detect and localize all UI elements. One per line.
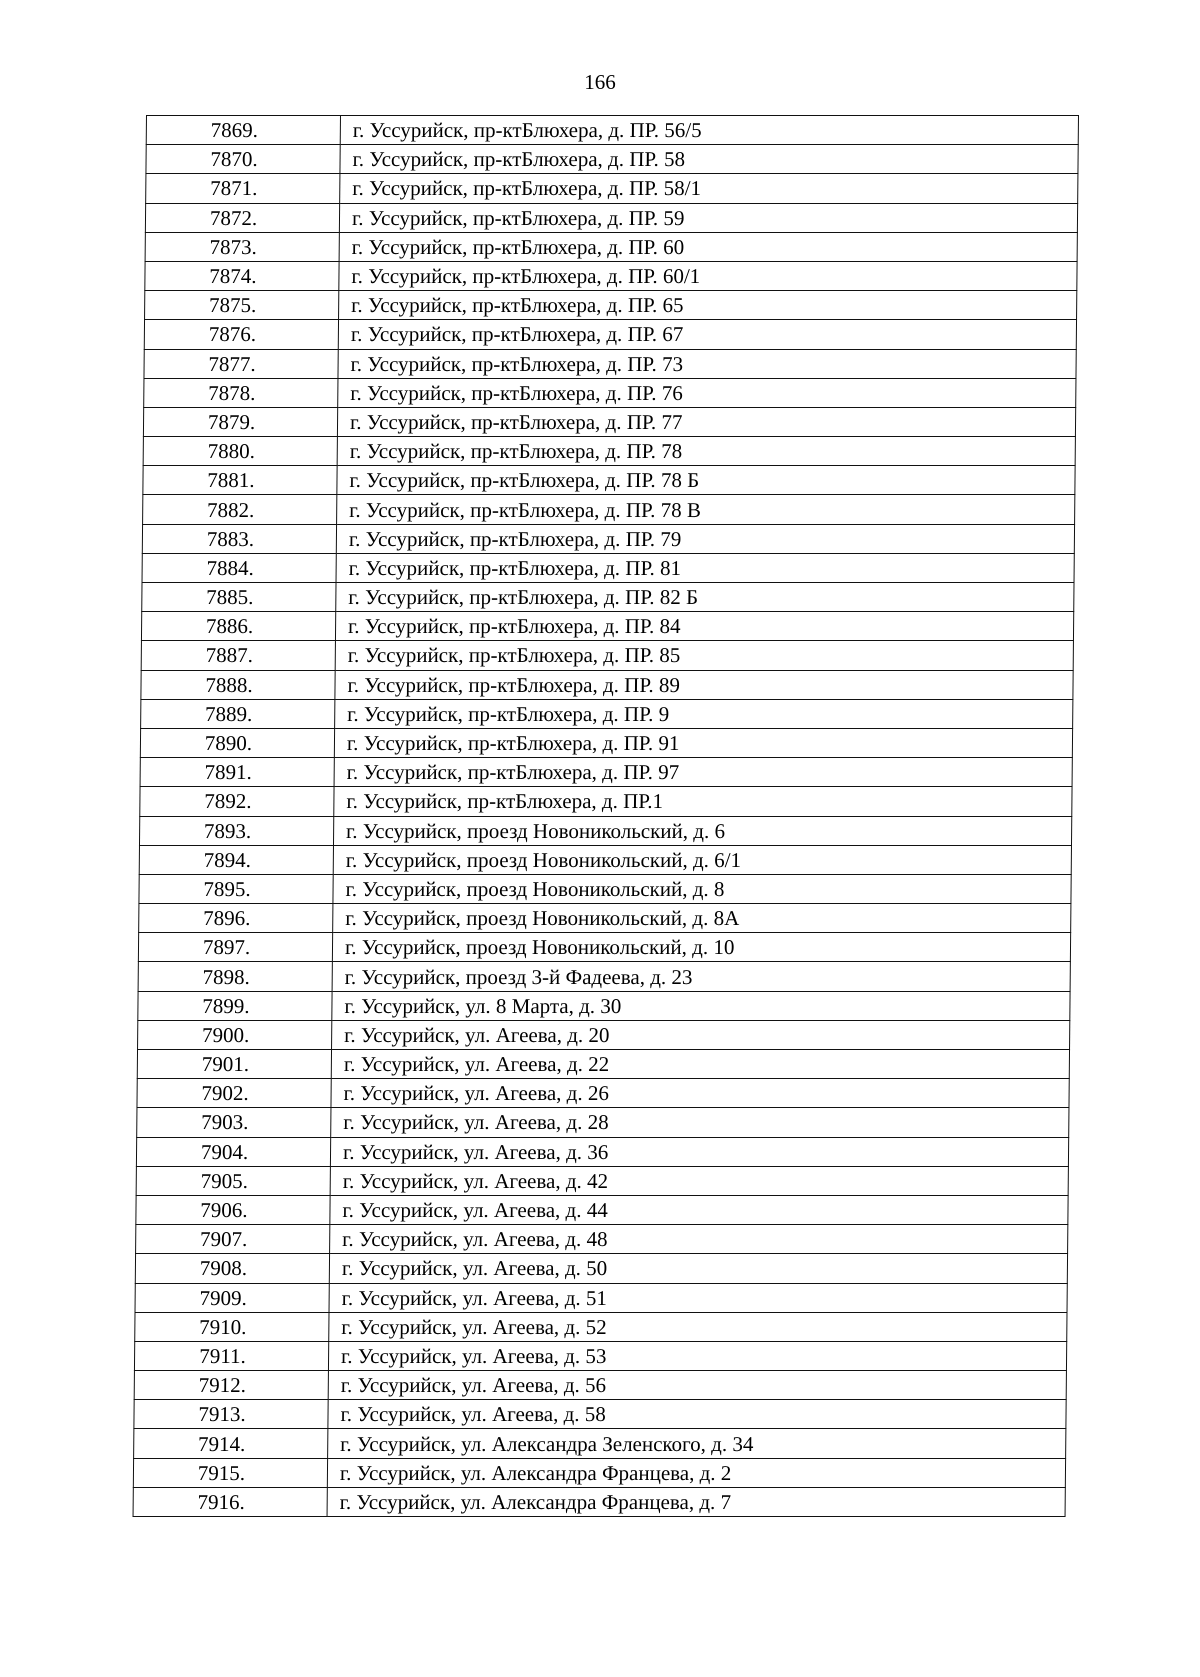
table-row — [142, 524, 1074, 553]
table-row — [143, 437, 1075, 466]
address-cell: г. Уссурийск, ул. Агеева, д. 48 — [330, 1225, 1068, 1254]
table-row — [140, 758, 1072, 787]
row-number-cell: 7893. — [139, 816, 333, 845]
table-row — [141, 612, 1073, 641]
address-cell: г. Уссурийск, пр-ктБлюхера, д. ПР. 60 — [339, 232, 1077, 261]
address-cell: г. Уссурийск, пр-ктБлюхера, д. ПР. 82 Б — [336, 583, 1074, 612]
address-cell: г. Уссурийск, пр-ктБлюхера, д. ПР. 77 — [337, 407, 1075, 436]
table-row — [143, 495, 1075, 524]
address-cell: г. Уссурийск, ул. Александра Францева, д. 7 — [327, 1487, 1065, 1516]
row-number-cell: 7895. — [139, 874, 333, 903]
row-number-cell: 7876. — [144, 320, 338, 349]
row-number-cell: 7899. — [138, 991, 332, 1020]
row-number-cell: 7907. — [136, 1225, 330, 1254]
table-row — [138, 991, 1070, 1020]
address-cell: г. Уссурийск, проезд Новоникольский, д. 8 — [333, 874, 1071, 903]
table-row — [133, 1458, 1065, 1487]
address-cell: г. Уссурийск, пр-ктБлюхера, д. ПР. 9 — [335, 699, 1073, 728]
row-number-cell: 7896. — [139, 904, 333, 933]
table-row — [139, 845, 1071, 874]
table-row — [142, 553, 1074, 582]
table-row — [135, 1283, 1067, 1312]
table-row — [138, 933, 1070, 962]
table-row — [146, 174, 1078, 203]
row-number-cell: 7901. — [137, 1050, 331, 1079]
table-row — [134, 1341, 1066, 1370]
row-number-cell: 7878. — [144, 378, 338, 407]
table-row — [134, 1429, 1066, 1458]
table-row — [144, 349, 1076, 378]
address-cell: г. Уссурийск, пр-ктБлюхера, д. ПР. 84 — [335, 612, 1073, 641]
table-row — [141, 670, 1073, 699]
row-number-cell: 7873. — [145, 232, 339, 261]
row-number-cell: 7880. — [143, 437, 337, 466]
address-table-body — [133, 116, 1078, 1517]
address-cell: г. Уссурийск, пр-ктБлюхера, д. ПР. 91 — [334, 728, 1072, 757]
row-number-cell: 7905. — [136, 1166, 330, 1195]
table-row — [145, 203, 1077, 232]
table-row — [134, 1400, 1066, 1429]
row-number-cell: 7912. — [134, 1371, 328, 1400]
row-number-cell: 7908. — [135, 1254, 329, 1283]
row-number-cell: 7897. — [138, 933, 332, 962]
table-row — [137, 1079, 1069, 1108]
row-number-cell: 7872. — [145, 203, 339, 232]
address-cell: г. Уссурийск, проезд Новоникольский, д. 8А — [333, 904, 1071, 933]
address-cell: г. Уссурийск, пр-ктБлюхера, д. ПР. 85 — [335, 641, 1073, 670]
table-row — [142, 583, 1074, 612]
row-number-cell: 7909. — [135, 1283, 329, 1312]
address-cell: г. Уссурийск, ул. Агеева, д. 58 — [328, 1400, 1066, 1429]
row-number-cell: 7874. — [145, 261, 339, 290]
address-table — [133, 115, 1079, 1517]
address-cell: г. Уссурийск, проезд 3-й Фадеева, д. 23 — [332, 962, 1070, 991]
table-row — [144, 320, 1076, 349]
address-cell: г. Уссурийск, ул. Агеева, д. 50 — [329, 1254, 1067, 1283]
row-number-cell: 7916. — [133, 1487, 327, 1516]
address-cell: г. Уссурийск, пр-ктБлюхера, д. ПР. 78 — [337, 437, 1075, 466]
table-row — [139, 874, 1071, 903]
page-number: 166 — [584, 70, 616, 94]
row-number-cell: 7904. — [136, 1137, 330, 1166]
table-row — [140, 787, 1072, 816]
row-number-cell: 7870. — [146, 145, 340, 174]
row-number-cell: 7913. — [134, 1400, 328, 1429]
row-number-cell: 7903. — [137, 1108, 331, 1137]
table-row — [136, 1195, 1068, 1224]
address-cell: г. Уссурийск, ул. Агеева, д. 22 — [331, 1050, 1069, 1079]
address-cell: г. Уссурийск, ул. Агеева, д. 52 — [329, 1312, 1067, 1341]
row-number-cell: 7906. — [136, 1195, 330, 1224]
row-number-cell: 7886. — [141, 612, 335, 641]
table-row — [138, 962, 1070, 991]
table-row — [141, 699, 1073, 728]
table-row — [137, 1108, 1069, 1137]
table-row — [136, 1137, 1068, 1166]
table-row — [146, 145, 1078, 174]
address-cell: г. Уссурийск, пр-ктБлюхера, д. ПР. 67 — [338, 320, 1076, 349]
address-cell: г. Уссурийск, пр-ктБлюхера, д. ПР. 59 — [339, 203, 1077, 232]
address-cell: г. Уссурийск, пр-ктБлюхера, д. ПР. 89 — [335, 670, 1073, 699]
address-cell: г. Уссурийск, пр-ктБлюхера, д. ПР. 76 — [338, 378, 1076, 407]
table-row — [143, 407, 1075, 436]
row-number-cell: 7875. — [145, 291, 339, 320]
address-cell: г. Уссурийск, ул. 8 Марта, д. 30 — [332, 991, 1070, 1020]
table-row — [139, 904, 1071, 933]
address-cell: г. Уссурийск, проезд Новоникольский, д. 6 — [333, 816, 1071, 845]
row-number-cell: 7887. — [141, 641, 335, 670]
row-number-cell: 7885. — [142, 583, 336, 612]
address-cell: г. Уссурийск, пр-ктБлюхера, д. ПР. 56/5 — [340, 116, 1078, 145]
row-number-cell: 7884. — [142, 553, 336, 582]
table-row — [136, 1166, 1068, 1195]
address-cell: г. Уссурийск, ул. Агеева, д. 53 — [328, 1341, 1066, 1370]
address-cell: г. Уссурийск, пр-ктБлюхера, д. ПР. 65 — [339, 291, 1077, 320]
table-row — [134, 1371, 1066, 1400]
row-number-cell: 7871. — [146, 174, 340, 203]
table-row — [146, 116, 1078, 145]
address-cell: г. Уссурийск, пр-ктБлюхера, д. ПР. 58 — [340, 145, 1078, 174]
address-cell: г. Уссурийск, ул. Агеева, д. 36 — [330, 1137, 1068, 1166]
table-row — [145, 232, 1077, 261]
address-cell: г. Уссурийск, ул. Агеева, д. 42 — [330, 1166, 1068, 1195]
address-cell: г. Уссурийск, ул. Агеева, д. 44 — [330, 1195, 1068, 1224]
address-cell: г. Уссурийск, проезд Новоникольский, д. 6/1 — [333, 845, 1071, 874]
table-row — [137, 1050, 1069, 1079]
row-number-cell: 7910. — [135, 1312, 329, 1341]
row-number-cell: 7877. — [144, 349, 338, 378]
row-number-cell: 7879. — [143, 407, 337, 436]
row-number-cell: 7915. — [133, 1458, 327, 1487]
table-row — [140, 728, 1072, 757]
address-cell: г. Уссурийск, пр-ктБлюхера, д. ПР. 58/1 — [340, 174, 1078, 203]
table-row — [141, 641, 1073, 670]
row-number-cell: 7894. — [139, 845, 333, 874]
row-number-cell: 7911. — [134, 1341, 328, 1370]
table-row — [136, 1225, 1068, 1254]
table-row — [145, 261, 1077, 290]
row-number-cell: 7890. — [140, 728, 334, 757]
table-row — [135, 1254, 1067, 1283]
address-cell: г. Уссурийск, пр-ктБлюхера, д. ПР. 60/1 — [339, 261, 1077, 290]
address-cell: г. Уссурийск, ул. Александра Францева, д. 2 — [327, 1458, 1065, 1487]
address-cell: г. Уссурийск, ул. Агеева, д. 56 — [328, 1371, 1066, 1400]
address-cell: г. Уссурийск, пр-ктБлюхера, д. ПР. 97 — [334, 758, 1072, 787]
address-cell: г. Уссурийск, пр-ктБлюхера, д. ПР.1 — [334, 787, 1072, 816]
row-number-cell: 7891. — [140, 758, 334, 787]
row-number-cell: 7888. — [141, 670, 335, 699]
table-row — [145, 291, 1077, 320]
address-cell: г. Уссурийск, ул. Агеева, д. 28 — [331, 1108, 1069, 1137]
address-cell: г. Уссурийск, пр-ктБлюхера, д. ПР. 78 Б — [337, 466, 1075, 495]
address-cell: г. Уссурийск, ул. Агеева, д. 20 — [332, 1020, 1070, 1049]
table-row — [143, 466, 1075, 495]
row-number-cell: 7900. — [138, 1020, 332, 1049]
row-number-cell: 7881. — [143, 466, 337, 495]
address-cell: г. Уссурийск, ул. Агеева, д. 26 — [331, 1079, 1069, 1108]
table-row — [144, 378, 1076, 407]
row-number-cell: 7882. — [143, 495, 337, 524]
row-number-cell: 7883. — [142, 524, 336, 553]
table-row — [135, 1312, 1067, 1341]
address-cell: г. Уссурийск, пр-ктБлюхера, д. ПР. 79 — [336, 524, 1074, 553]
row-number-cell: 7889. — [141, 699, 335, 728]
table-row — [133, 1487, 1065, 1516]
table-row — [138, 1020, 1070, 1049]
address-cell: г. Уссурийск, ул. Агеева, д. 51 — [329, 1283, 1067, 1312]
address-cell: г. Уссурийск, проезд Новоникольский, д. 10 — [332, 933, 1070, 962]
row-number-cell: 7902. — [137, 1079, 331, 1108]
row-number-cell: 7898. — [138, 962, 332, 991]
address-cell: г. Уссурийск, пр-ктБлюхера, д. ПР. 78 В — [337, 495, 1075, 524]
address-cell: г. Уссурийск, пр-ктБлюхера, д. ПР. 81 — [336, 553, 1074, 582]
address-cell: г. Уссурийск, пр-ктБлюхера, д. ПР. 73 — [338, 349, 1076, 378]
row-number-cell: 7892. — [140, 787, 334, 816]
address-cell: г. Уссурийск, ул. Александра Зеленского, д. 34 — [328, 1429, 1066, 1458]
row-number-cell: 7914. — [134, 1429, 328, 1458]
row-number-cell: 7869. — [146, 116, 340, 145]
table-row — [139, 816, 1071, 845]
